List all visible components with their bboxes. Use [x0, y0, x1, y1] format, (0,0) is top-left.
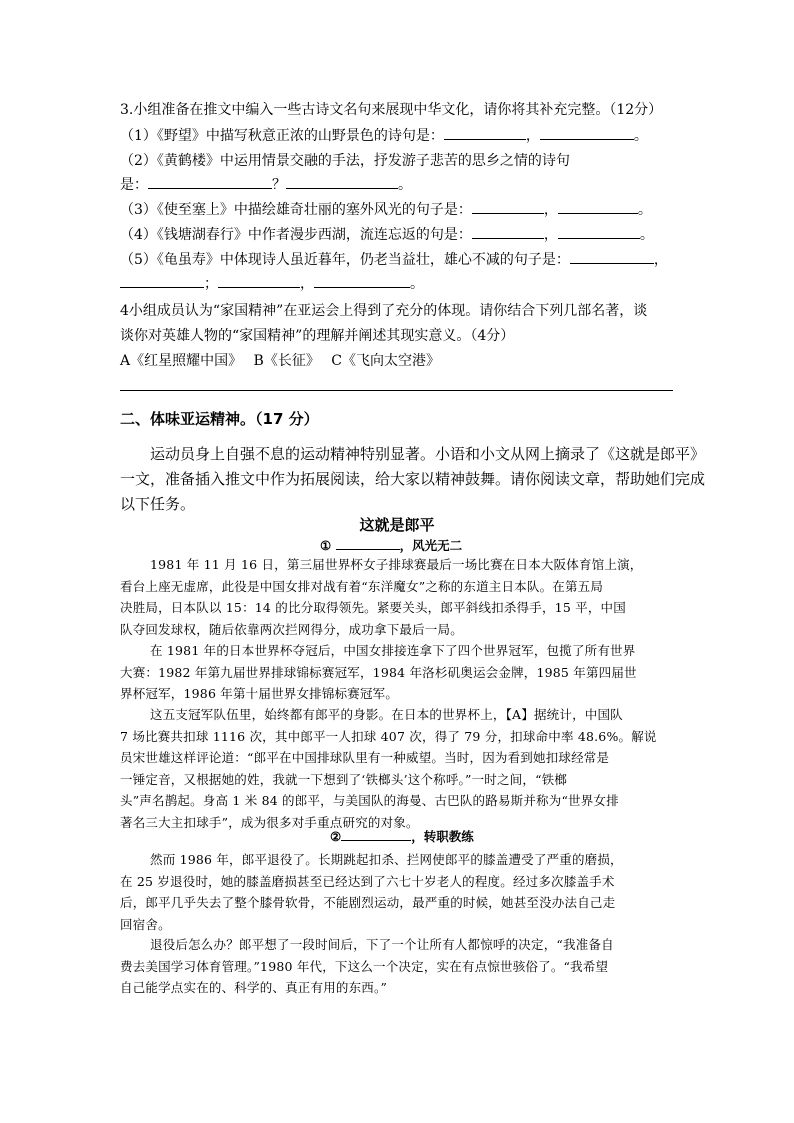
article-line: 退役后怎么办？郎平想了一段时间后，下了一个让所有人都惊呼的决定，“我准备自: [150, 937, 614, 952]
punct: ，: [653, 252, 668, 268]
article-line: 7 场比赛共扣球 1116 次，其中郎平一人扣球 407 次，得了 79 分，扣球命中率 48.6%。解说: [120, 728, 657, 744]
answer-blank[interactable]: [314, 273, 410, 288]
section-2-heading: 二、体味亚运精神。（17 分）: [120, 410, 319, 428]
answer-blank[interactable]: [286, 174, 398, 189]
article-line: 一锤定音，又根据她的姓，我就一下想到了‘铁榔头’这个称呼。”一时之间，“铁榔: [120, 771, 568, 787]
article-line: 界杯冠军，1986 年第十届世界女排锦标赛冠军。: [120, 686, 399, 701]
q3-item-1: [120, 125, 648, 145]
q4-line-2: 谈你对英雄人物的“家国精神”的理解并阐述其现实意义。（4分）: [120, 328, 515, 344]
q3-item-3-text: （3）《使至塞上》中描绘雄奇壮丽的塞外风光的句子是：: [120, 202, 472, 218]
article-line: 在 1981 年的日本世界杯夺冠后，中国女排接连拿下了四个世界冠军，包揽了所有世界: [150, 643, 636, 658]
answer-blank[interactable]: [472, 224, 544, 239]
punct: ？: [272, 177, 286, 193]
q3-item-5-text: （5）《龟虽寿》中体现诗人虽近暮年，仍老当益壮，雄心不减的句子是：: [120, 252, 570, 268]
q3-item-4-text: （4）《钱塘湖春行》中作者漫步西湖，流连忘返的句是：: [120, 227, 472, 243]
punct: ，: [543, 227, 558, 243]
q3-item-2-line2: [120, 174, 412, 194]
article-line: 费去美国学习体育管理。”1980 年代，下这么一个决定，实在有点惊世骇俗了。“我希望: [120, 958, 609, 974]
intro-line-3: 以下任务。: [120, 495, 196, 513]
punct: 。: [633, 128, 648, 144]
answer-blank[interactable]: [148, 174, 272, 189]
punct: 。: [398, 177, 412, 193]
punct: ，: [543, 202, 558, 218]
answer-blank[interactable]: [540, 125, 634, 140]
article-line: 头”声名鹊起。身高 1 米 84 的郎平，与美国队的海曼、古巴队的路易斯并称为“世界女排: [120, 793, 619, 808]
article-line: 在 25 岁退役时，她的膝盖磨损甚至已经达到了六七十岁老人的程度。经过多次膝盖手术: [120, 873, 615, 889]
article-line: 著名三大主扣球手”，成为很多对手重点研究的对象。: [120, 814, 419, 830]
punct: ，: [525, 128, 540, 144]
answer-blank[interactable]: [472, 199, 544, 214]
article-line: 后，郎平几乎失去了整个膝骨软骨，不能剧烈运动，最严重的时候，她甚至没办法自己走: [120, 895, 616, 910]
article-line: 大赛：1982 年第九届世界排球锦标赛冠军，1984 年洛杉矶奥运会金牌，1985 年第四届世: [120, 664, 637, 680]
punct: 。: [637, 202, 652, 218]
article-line: 然而 1986 年，郎平退役了。长期跳起扣杀、拦网使郎平的膝盖遭受了严重的磨损，: [150, 852, 623, 867]
answer-blank[interactable]: [570, 249, 654, 264]
q4-options: A《红星照耀中国》 B《长征》 C《飞向太空港》: [120, 353, 441, 369]
punct: 。: [639, 227, 654, 243]
section-divider: [120, 390, 673, 391]
article-line: 这五支冠军队伍里，始终都有郎平的身影。在日本的世界杯上，【A】据统计，中国队: [150, 707, 623, 722]
subheading-1: [320, 536, 462, 554]
subheading-number: ②: [330, 829, 342, 844]
intro-line-2: 一文，准备插入推文中作为拓展阅读，给大家以精神鼓舞。请你阅读文章，帮助她们完成: [120, 470, 706, 488]
subheading-text: ，转职教练: [411, 829, 474, 844]
subheading-2: [330, 827, 474, 845]
answer-blank[interactable]: [558, 199, 638, 214]
article-line: 员宋世雄这样评论道：“郎平在中国排球队里有一种威望。当时，因为看到她扣球经常是: [120, 750, 610, 765]
answer-blank[interactable]: [341, 828, 411, 841]
article-line: 队夺回发球权，随后依靠两次拦网得分，成功拿下最后一局。: [120, 621, 463, 637]
q4-line-1: 4小组成员认为“家国精神”在亚运会上得到了充分的体现。请你结合下列几部名著，谈: [120, 303, 648, 319]
article-title: 这就是郎平: [359, 516, 435, 534]
article-line: 1981 年 11 月 16 日，第三届世界杯女子排球赛最后一场比赛在日本大阪体育馆上演，: [150, 557, 643, 572]
q3-item-4: [120, 224, 654, 244]
subheading-number: ①: [320, 538, 332, 553]
q3-item-3: [120, 199, 652, 219]
subheading-text: ，风光无二: [399, 538, 463, 553]
article-line: 回宿舍。: [120, 916, 171, 932]
q3-stem: 3.小组准备在推文中编入一些古诗文名句来展现中华文化，请你将其补充完整。（12分）: [120, 102, 663, 118]
punct: ；: [204, 276, 218, 292]
answer-blank[interactable]: [558, 224, 640, 239]
article-line: 看台上座无虚席，此役是中国女排对战有着“东洋魔女”之称的东道主日本队。在第五局: [120, 578, 604, 594]
q3-item-2-line1: （2）《黄鹤楼》中运用情景交融的手法，抒发游子悲苦的思乡之情的诗句: [120, 153, 570, 169]
punct: ，: [300, 276, 314, 292]
answer-blank[interactable]: [336, 537, 400, 550]
article-line: 自己能学点实在的、科学的、真正有用的东西。”: [120, 980, 388, 995]
q3-item-5: [120, 249, 668, 269]
q3-item-2-label: 是：: [120, 177, 148, 193]
answer-blank[interactable]: [444, 125, 526, 140]
answer-blank[interactable]: [120, 273, 204, 288]
punct: 。: [410, 276, 424, 292]
q3-item-5-cont: [120, 273, 424, 293]
article-line: 决胜局，日本队以 15：14 的比分取得领先。紧要关头，郎平斜线扣杀得手，15 平，中国: [120, 600, 626, 615]
answer-blank[interactable]: [218, 273, 300, 288]
intro-line-1: 运动员身上自强不息的运动精神特别显著。小语和小文从网上摘录了《这就是郎平》: [150, 445, 706, 463]
q3-item-1-text: （1）《野望》中描写秋意正浓的山野景色的诗句是：: [120, 128, 444, 144]
